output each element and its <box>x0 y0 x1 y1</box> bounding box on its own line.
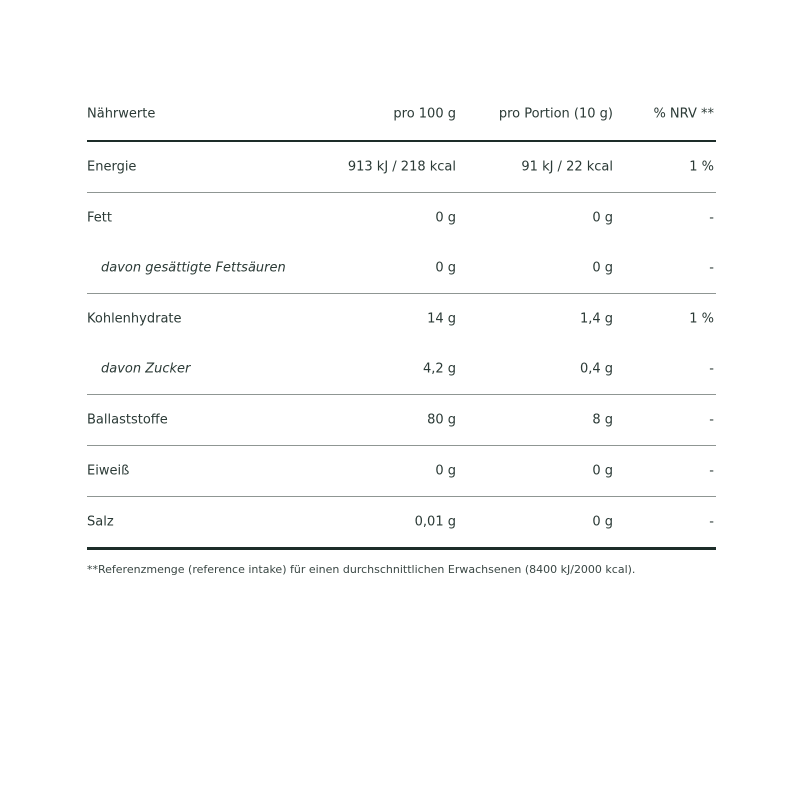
row-per-100g: 80 g <box>427 412 456 428</box>
header-per-100g: pro 100 g <box>393 106 456 122</box>
row-per-100g: 0,01 g <box>414 514 456 530</box>
row-label: Ballaststoffe <box>87 412 168 428</box>
row-nrv: - <box>709 210 714 226</box>
row-label: Energie <box>87 159 137 175</box>
header-nutrients: Nährwerte <box>87 106 156 122</box>
footnote: **Referenzmenge (reference intake) für einen durchschnittlichen Erwachsenen (8400 kJ/2000 kcal). <box>87 563 636 576</box>
row-per-100g: 0 g <box>435 210 456 226</box>
row-label: davon gesättigte Fettsäuren <box>101 260 286 276</box>
row-nrv: 1 % <box>689 159 714 175</box>
table-row <box>87 294 716 344</box>
row-nrv: - <box>709 463 714 479</box>
row-per-portion: 1,4 g <box>579 311 613 327</box>
row-per-portion: 0 g <box>592 210 613 226</box>
header-per-portion: pro Portion (10 g) <box>498 106 613 122</box>
row-per-portion: 0 g <box>592 463 613 479</box>
row-label: Salz <box>87 514 114 530</box>
row-per-portion: 8 g <box>592 412 613 428</box>
row-label: Fett <box>87 210 112 226</box>
table-row <box>87 395 716 446</box>
row-per-portion: 0 g <box>592 514 613 530</box>
row-nrv: - <box>709 412 714 428</box>
table-row <box>87 446 716 497</box>
table-row <box>87 243 716 294</box>
row-per-portion: 0 g <box>592 260 613 276</box>
row-per-portion: 0,4 g <box>579 361 613 377</box>
row-nrv: - <box>709 361 714 377</box>
table-row <box>87 193 716 243</box>
row-nrv: 1 % <box>689 311 714 327</box>
row-per-portion: 91 kJ / 22 kcal <box>521 159 613 175</box>
row-per-100g: 913 kJ / 218 kcal <box>347 159 456 175</box>
table-header-row <box>87 88 716 142</box>
row-label: davon Zucker <box>101 361 191 377</box>
row-per-100g: 14 g <box>427 311 456 327</box>
row-per-100g: 4,2 g <box>422 361 456 377</box>
row-nrv: - <box>709 514 714 530</box>
row-label: Kohlenhydrate <box>87 311 182 327</box>
table-row <box>87 142 716 193</box>
nutrition-table <box>87 88 716 550</box>
table-row <box>87 497 716 550</box>
table-row <box>87 344 716 395</box>
row-label: Eiweiß <box>87 463 130 479</box>
row-per-100g: 0 g <box>435 463 456 479</box>
header-nrv: % NRV ** <box>653 106 714 122</box>
row-nrv: - <box>709 260 714 276</box>
row-per-100g: 0 g <box>435 260 456 276</box>
